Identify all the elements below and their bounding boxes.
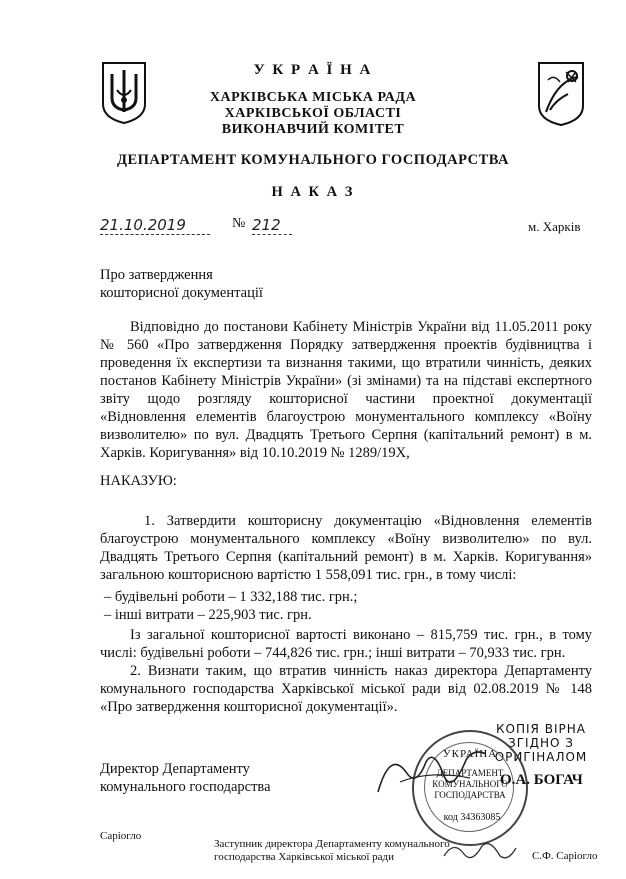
deputy-line-2: господарства Харківської міської ради (214, 851, 395, 863)
seal-inner-line-2: КОМУНАЛЬНОГО (432, 779, 508, 789)
city: м. Харків (528, 219, 581, 234)
footer-executor: Саріогло (100, 830, 142, 842)
bullet-construction: – будівельні роботи – 1 332,188 тис. грн.; (104, 589, 358, 605)
council-line-3: ВИКОНАВЧИЙ КОМІТЕТ (221, 122, 405, 137)
certified-stamp-line-1: КОПІЯ ВІРНА (496, 722, 586, 736)
director-position-line-2: комунального господарства (100, 779, 271, 795)
order-item-1: 1. Затвердити кошторисну документацію «Відновлення елементів благоустрою монументального комплексу «Воїну визволителю» по вул. Двадцять Третього Серпня (капітальний ремонт) в м. Харків. Коригування» загальною кошторисною вартістю 1 558,091 тис. грн., в тому числі: (100, 513, 592, 583)
order-date: 21.10.2019 (100, 216, 210, 235)
country-title: У К Р А Ї Н А (253, 62, 373, 78)
seal-code: код 34363085 (443, 812, 501, 823)
bullet-other-costs: – інші витрати – 225,903 тис. грн. (104, 607, 312, 623)
certified-stamp-line-2: ЗГІДНО З (508, 736, 574, 750)
deputy-name: С.Ф. Саріогло (532, 850, 598, 862)
order-number: 212 (252, 216, 292, 235)
council-line-1: ХАРКІВСЬКА МІСЬКА РАДА (209, 90, 417, 105)
seal-inner-line-1: ДЕПАРТАМЕНТ (436, 768, 504, 778)
order-item-2: 2. Визнати таким, що втратив чинність наказ директора Департаменту комунального господарства Харківської міської ради від 02.08.2019 № 148 «Про затвердження кошторисної документації». (100, 663, 592, 715)
deputy-line-1: Заступник директора Департаменту комунального (214, 838, 450, 850)
certified-stamp-line-3: ОРИГІНАЛОМ (494, 750, 588, 764)
item-1-note: Із загальної кошторисної вартості виконано – 815,759 тис. грн., в тому числі: будівельні роботи – 744,826 тис. грн.; інші витрати – 70,933 тис. грн. (100, 627, 592, 661)
deputy-signature (440, 836, 520, 866)
subject-line-1: Про затвердження (100, 267, 213, 283)
preamble-paragraph: Відповідно до постанови Кабінету Міністрів України від 11.05.2011 року № 560 «Про затвердження Порядку затвердження проектів будівництва і проведення їх експертизи та визнання такими, що втратили чинність, деяких постанов Кабінету Міністрів України» (зі змінами) та на підставі експертного звіту щодо розгляду кошторисної частини проектної документації «Відновлення елементів благоустрою монументального комплексу «Воїну визволителю» по вул. Двадцять Третього Серпня (капітальний ремонт) в м. Харків. Коригування» від 10.10.2019 № 1289/19Х, (100, 319, 592, 461)
director-position-line-1: Директор Департаменту (100, 761, 250, 777)
council-line-2: ХАРКІВСЬКОЇ ОБЛАСТІ (224, 106, 402, 121)
seal-top-text: УКРАЇНА (442, 748, 498, 760)
director-name: О.А. БОГАЧ (500, 772, 583, 788)
department-title: ДЕПАРТАМЕНТ КОМУНАЛЬНОГО ГОСПОДАРСТВА (117, 152, 509, 168)
order-word: НАКАЗУЮ: (100, 473, 177, 489)
seal-inner-line-3: ГОСПОДАРСТВА (434, 790, 506, 800)
director-signature (370, 742, 490, 802)
subject-line-2: кошторисної документації (100, 285, 263, 301)
doc-type: Н А К А З (271, 184, 355, 200)
number-prefix: № (232, 216, 246, 231)
